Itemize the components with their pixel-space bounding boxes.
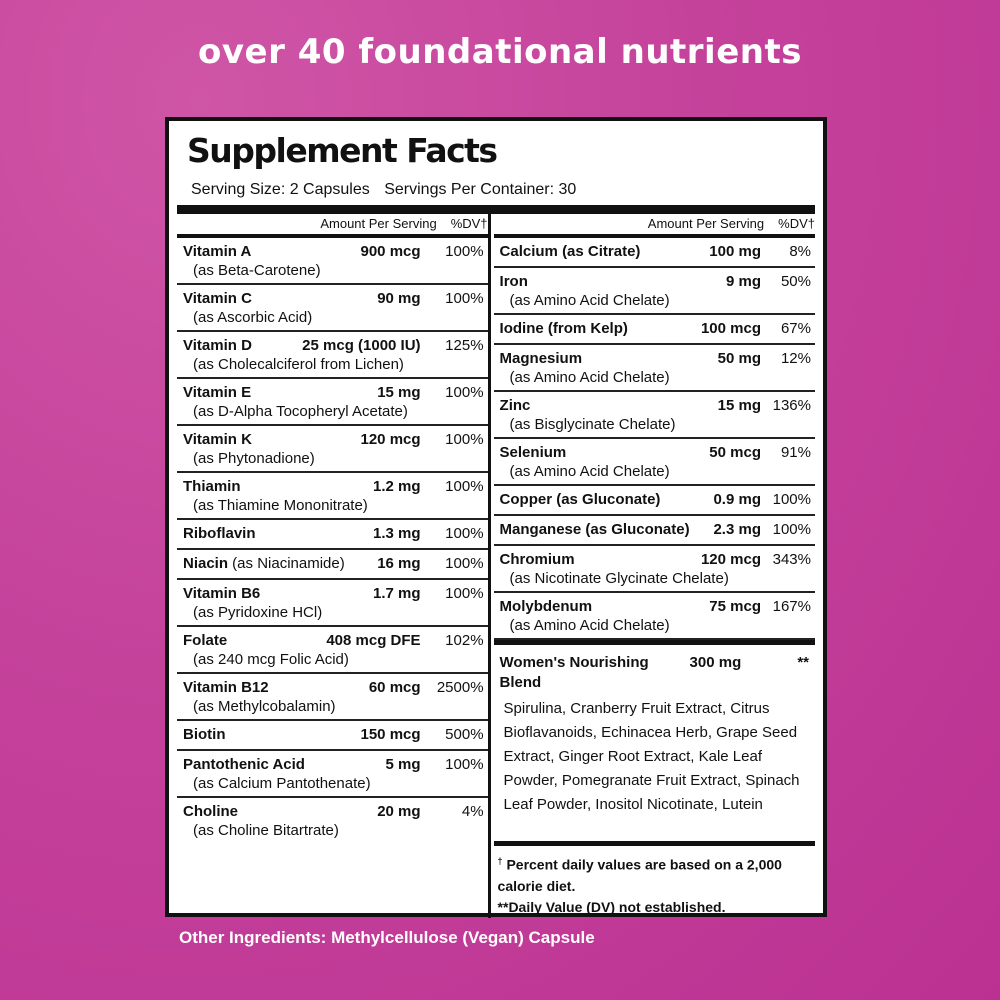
nutrient-name-text: Folate (183, 632, 228, 649)
blend-ingredients: Spirulina, Cranberry Fruit Extract, Citrus Bioflavanoids, Echinacea Herb, Grape Seed Extract, Ginger Root Extract, Kale Leaf Powder, Pomegranate Fruit Extract, Spinach Leaf Powder, Inositol Nicotinate, Lutein (503, 699, 800, 813)
nutrient-source: (as D-Alpha Tocopheryl Acetate) (193, 403, 408, 420)
nutrient-dv: 91% (780, 443, 811, 461)
nutrient-dv: 125% (445, 337, 484, 354)
nutrient-name-text: Selenium (499, 443, 567, 461)
supplement-facts-panel (165, 117, 827, 917)
nutrient-amount: 60 mcg (368, 679, 421, 696)
blend-name: Women's Nourishing Blend (499, 653, 649, 691)
nutrient-name (500, 396, 718, 415)
nutrient-name (183, 430, 361, 449)
nutrient-amount: 15 mg (377, 384, 421, 401)
nutrient-amount: 5 mg (385, 756, 421, 773)
nutrient-row (177, 721, 488, 751)
nutrient-name (183, 678, 369, 697)
nutrient-dv: 167% (772, 597, 811, 615)
nutrient-source: (as Pyridoxine HCl) (193, 604, 323, 621)
nutrient-row (494, 392, 815, 439)
nutrient-dv: 2500% (436, 679, 484, 696)
nutrient-row (494, 516, 815, 546)
nutrient-name-text: Choline (183, 803, 238, 820)
nutrient-name (500, 272, 726, 291)
nutrient-amount: 50 mcg (709, 443, 761, 461)
divider (177, 205, 815, 214)
nutrient-amount: 100 mg (709, 242, 761, 260)
nutrient-amount: 0.9 mg (713, 490, 761, 508)
nutrient-amount: 90 mg (377, 290, 421, 307)
panel-title: Supplement Facts (187, 131, 497, 170)
right-nutrient-column (491, 214, 815, 918)
nutrient-name-text: Vitamin E (183, 384, 252, 401)
nutrient-name-text: Magnesium (499, 349, 583, 367)
nutrient-name-text: Vitamin K (183, 431, 252, 448)
nutrient-dv: 100% (445, 290, 484, 307)
column-header (494, 214, 815, 238)
nutrient-name-text: Riboflavin (183, 525, 256, 542)
dv-header: %DV† (450, 216, 488, 231)
nutrient-amount: 25 mcg (1000 IU) (302, 337, 421, 354)
nutrient-amount: 50 mg (717, 349, 761, 367)
nutrient-name-text: Copper (as Gluconate) (499, 490, 661, 508)
nutrient-source: (as Amino Acid Chelate) (509, 462, 670, 480)
nutrient-dv: 8% (789, 242, 811, 260)
nutrient-name-text: Biotin (183, 726, 226, 743)
column-header (177, 214, 488, 238)
nutrient-dv: 343% (772, 550, 811, 568)
nutrient-name (183, 336, 302, 355)
dagger-mark: † (497, 856, 503, 867)
nutrient-amount: 9 mg (725, 272, 761, 290)
nutrient-name-text: Thiamin (183, 478, 241, 495)
nutrient-dv: 136% (772, 396, 811, 414)
nutrient-name-text: Zinc (499, 396, 531, 414)
nutrient-row (494, 486, 815, 516)
nutrient-row (177, 627, 488, 674)
nutrient-source: (as Amino Acid Chelate) (509, 368, 670, 386)
nutrient-amount: 900 mcg (360, 243, 421, 260)
nutrient-dv: 100% (445, 756, 484, 773)
nutrient-name-text: Manganese (as Gluconate) (499, 520, 690, 538)
nutrient-row (177, 379, 488, 426)
nutrient-row (177, 520, 488, 550)
nutrient-row (177, 332, 488, 379)
nutrient-source: (as Bisglycinate Chelate) (509, 415, 676, 433)
nutrient-amount: 1.2 mg (373, 478, 421, 495)
nutrient-amount: 15 mg (717, 396, 761, 414)
left-nutrient-column (177, 214, 491, 918)
nutrient-name-text: Vitamin B12 (183, 679, 269, 696)
footnote-dv (498, 851, 811, 897)
nutrient-dv: 100% (772, 490, 811, 508)
nutrient-name (183, 477, 373, 496)
nutrient-row (177, 674, 488, 721)
nutrient-row (494, 439, 815, 486)
nutrient-source: (as Thiamine Mononitrate) (193, 497, 368, 514)
nutrient-source: (as Amino Acid Chelate) (509, 291, 670, 309)
nutrient-name (500, 550, 701, 569)
nutrient-source: (as Methylcobalamin) (193, 698, 336, 715)
nutrient-dv: 100% (445, 431, 484, 448)
nutrient-dv: 4% (461, 803, 484, 820)
blend-dv: ** (797, 653, 809, 671)
nutrient-dv: 100% (445, 384, 484, 401)
nutrient-dv: 100% (772, 520, 811, 538)
nutrient-name (500, 520, 714, 539)
serving-size: Serving Size: 2 Capsules (191, 181, 370, 198)
nutrient-source: (as 240 mcg Folic Acid) (193, 651, 349, 668)
nutrient-name (500, 319, 701, 338)
nutrient-name-text: Niacin (183, 555, 229, 572)
nutrient-name-text: Chromium (499, 550, 575, 568)
nutrient-name (183, 524, 373, 543)
nutrient-name (500, 490, 714, 509)
nutrient-source: (as Beta-Carotene) (193, 262, 321, 279)
nutrient-name (183, 289, 377, 308)
nutrient-amount: 1.7 mg (373, 585, 421, 602)
nutrient-name (183, 383, 377, 402)
nutrient-dv: 100% (445, 585, 484, 602)
footnote-not-established: **Daily Value (DV) not established. (497, 899, 726, 915)
nutrient-source: (as Calcium Pantothenate) (193, 775, 371, 792)
nutrient-amount: 120 mcg (700, 550, 761, 568)
nutrient-amount: 100 mcg (700, 319, 761, 337)
nutrient-row (494, 546, 815, 593)
footnote-text: Percent daily values are based on a 2,000 calorie diet. (497, 857, 782, 894)
nutrient-qualifier: (as Niacinamide) (228, 555, 345, 572)
nutrient-dv: 50% (780, 272, 811, 290)
proprietary-blend (494, 640, 815, 841)
nutrient-source: (as Phytonadione) (193, 450, 315, 467)
nutrient-row (177, 238, 488, 285)
nutrient-row (177, 751, 488, 798)
nutrient-name (500, 349, 718, 368)
nutrient-name (183, 584, 373, 603)
blend-amount: 300 mg (689, 653, 742, 671)
nutrient-name-text: Vitamin B6 (183, 585, 261, 602)
nutrient-dv: 100% (445, 525, 484, 542)
nutrient-name-text: Vitamin D (183, 337, 252, 354)
amount-header: Amount Per Serving (320, 216, 437, 231)
nutrient-dv: 100% (445, 555, 484, 572)
other-ingredients: Other Ingredients: Methylcellulose (Vegan) Capsule (179, 928, 595, 947)
nutrient-amount: 120 mcg (360, 431, 421, 448)
nutrient-name (500, 242, 710, 261)
nutrient-amount: 408 mcg DFE (326, 632, 421, 649)
nutrient-row (177, 473, 488, 520)
nutrient-dv: 500% (445, 726, 484, 743)
nutrient-source: (as Cholecalciferol from Lichen) (193, 356, 404, 373)
nutrient-name (183, 802, 377, 821)
nutrient-name (500, 443, 710, 462)
nutrient-dv: 67% (780, 319, 811, 337)
nutrient-name-text: Iron (499, 272, 528, 290)
nutrient-name (183, 242, 361, 261)
amount-header: Amount Per Serving (647, 215, 765, 231)
nutrient-name-text: Molybdenum (499, 597, 593, 615)
nutrient-source: (as Nicotinate Glycinate Chelate) (509, 569, 729, 587)
nutrient-name (183, 725, 361, 744)
nutrient-row (177, 580, 488, 627)
nutrient-row (494, 345, 815, 392)
serving-info (191, 181, 815, 199)
nutrient-source: (as Ascorbic Acid) (193, 309, 313, 326)
nutrient-name (183, 755, 386, 774)
nutrient-source: (as Amino Acid Chelate) (509, 616, 670, 634)
nutrient-source: (as Choline Bitartrate) (193, 822, 339, 839)
nutrient-row (177, 285, 488, 332)
nutrient-dv: 12% (780, 349, 811, 367)
nutrient-row (494, 238, 815, 268)
nutrient-row (177, 550, 488, 580)
nutrient-amount: 2.3 mg (713, 520, 761, 538)
nutrient-row (494, 593, 815, 640)
nutrient-name-text: Pantothenic Acid (183, 756, 305, 773)
servings-per-container: Servings Per Container: 30 (384, 181, 577, 198)
nutrient-name-text: Iodine (from Kelp) (499, 319, 628, 337)
nutrient-name (500, 597, 710, 616)
nutrient-dv: 100% (445, 243, 484, 260)
nutrient-amount: 20 mg (377, 803, 421, 820)
nutrient-name-text: Calcium (as Citrate) (499, 242, 641, 260)
nutrient-dv: 100% (445, 478, 484, 495)
nutrient-row (177, 798, 488, 918)
footnotes (494, 841, 815, 918)
nutrient-name (183, 554, 377, 573)
nutrient-name-text: Vitamin C (183, 290, 252, 307)
nutrient-amount: 1.3 mg (373, 525, 421, 542)
nutrient-amount: 16 mg (377, 555, 421, 572)
nutrient-amount: 75 mcg (709, 597, 761, 615)
nutrient-dv: 102% (445, 632, 484, 649)
nutrient-name-text: Vitamin A (183, 243, 252, 260)
nutrient-name (183, 631, 326, 650)
headline: over 40 foundational nutrients (198, 32, 802, 72)
nutrient-row (494, 315, 815, 345)
dv-header: %DV† (778, 215, 815, 231)
nutrient-row (177, 426, 488, 473)
nutrient-amount: 150 mcg (360, 726, 421, 743)
nutrient-row (494, 268, 815, 315)
